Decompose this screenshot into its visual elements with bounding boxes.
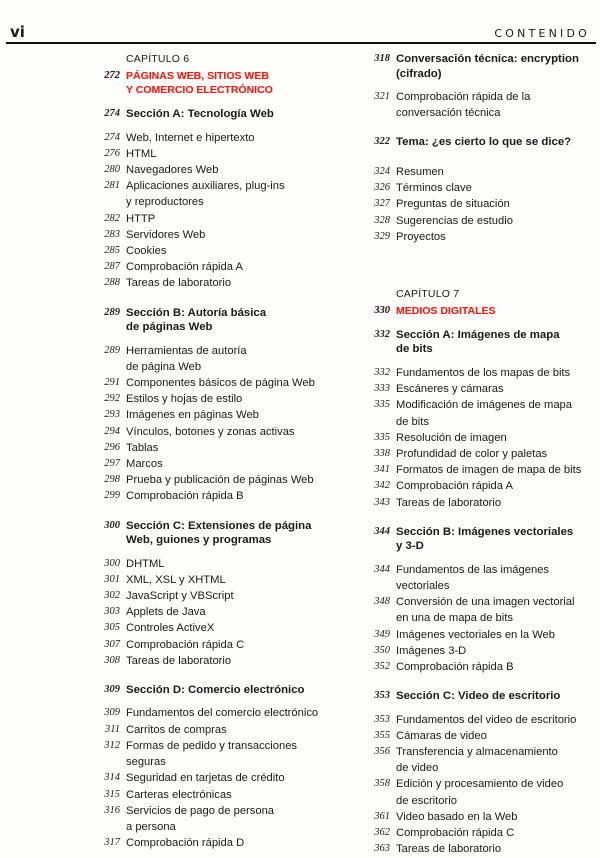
toc-entry bbox=[360, 495, 594, 511]
toc-entry-text: Seguridad en tarjetas de crédito bbox=[126, 772, 285, 785]
toc-page-number: 314 bbox=[104, 772, 120, 784]
toc-entry bbox=[90, 440, 324, 456]
toc-entry-text: Preguntas de situación bbox=[396, 198, 510, 211]
toc-entry bbox=[90, 227, 324, 243]
toc-entry-text: Estilos y hojas de estilo bbox=[126, 393, 243, 406]
toc-entry-text: Sección B: Imágenes vectoriales bbox=[396, 525, 574, 538]
toc-page-number: 326 bbox=[374, 182, 390, 194]
toc-entry-text: Tareas de laboratorio bbox=[396, 843, 502, 856]
toc-entry-text: Aplicaciones auxiliares, plug-ins bbox=[126, 180, 285, 193]
toc-entry bbox=[90, 722, 324, 738]
toc-entry-text: JavaScript y VBScript bbox=[126, 589, 234, 602]
toc-entry-text: Formatos de imagen de mapa de bits bbox=[396, 464, 582, 477]
toc-page-number: 307 bbox=[104, 638, 120, 650]
toc-page-number: 300 bbox=[104, 557, 120, 569]
toc-entry-text: seguras bbox=[126, 756, 166, 769]
toc-entry-text: Fundamentos del video de escritorio bbox=[396, 713, 577, 726]
toc-entry-text: de bits bbox=[396, 415, 429, 428]
toc-entry bbox=[90, 705, 324, 721]
toc-entry-text: Y COMERCIO ELECTRÓNICO bbox=[126, 84, 273, 96]
toc-entry bbox=[360, 446, 594, 462]
toc-entry bbox=[360, 643, 594, 659]
toc-entry bbox=[90, 178, 324, 210]
toc-entry-text: Web, guiones y programas bbox=[126, 534, 272, 547]
toc-page-number: 285 bbox=[104, 244, 120, 256]
toc-page-number: 318 bbox=[374, 53, 390, 64]
toc-page-number: 333 bbox=[374, 383, 390, 395]
toc-entry bbox=[360, 89, 594, 121]
section-heading bbox=[90, 683, 324, 698]
toc-page-number: 324 bbox=[374, 165, 390, 177]
toc-page-number: 303 bbox=[104, 606, 120, 618]
toc-entry bbox=[90, 243, 324, 259]
toc-entry-text: Escáneres y cámaras bbox=[396, 383, 504, 396]
chapter-label: CAPÍTULO 7 bbox=[396, 287, 460, 300]
toc-entry-text: Comprobación rápida C bbox=[126, 638, 245, 651]
toc-entry bbox=[360, 659, 594, 675]
toc-entry bbox=[90, 424, 324, 440]
section-heading bbox=[360, 328, 594, 357]
toc-entry-text: Sugerencias de estudio bbox=[396, 214, 513, 227]
toc-entry-text: Web, Internet e hipertexto bbox=[126, 131, 255, 144]
toc-entry bbox=[90, 259, 324, 275]
toc-page-number: 274 bbox=[104, 108, 120, 119]
toc-entry bbox=[90, 770, 324, 786]
toc-entry-text: Transferencia y almacenamiento bbox=[396, 746, 558, 759]
toc-page-number: 312 bbox=[104, 739, 120, 751]
toc-page-number: 276 bbox=[104, 147, 120, 159]
toc-entry bbox=[360, 825, 594, 841]
toc-page-number: 350 bbox=[374, 644, 390, 656]
toc-entry bbox=[90, 130, 324, 146]
toc-entry-text: PÁGINAS WEB, SITIOS WEB bbox=[126, 70, 269, 82]
toc-page-number: 335 bbox=[374, 399, 390, 411]
toc-entry bbox=[90, 375, 324, 391]
toc-entry-text: Sección D: Comercio electrónico bbox=[126, 683, 305, 696]
toc-page-number: 353 bbox=[374, 713, 390, 725]
toc-page-number: 344 bbox=[374, 525, 390, 537]
toc-entry-text: Componentes básicos de página Web bbox=[126, 376, 315, 389]
toc-entry bbox=[360, 562, 594, 594]
toc-entry-text: Servidores Web bbox=[126, 228, 206, 241]
toc-entry-text: Profundidad de color y paletas bbox=[396, 447, 548, 460]
toc-page-number: 289 bbox=[104, 306, 120, 318]
toc-entry-text: conversación técnica bbox=[396, 107, 501, 120]
toc-page-number: 338 bbox=[374, 447, 390, 459]
toc-page-number: 311 bbox=[105, 723, 120, 735]
toc-entry-text: Comprobación rápida A bbox=[396, 480, 513, 493]
toc-entry bbox=[360, 809, 594, 825]
toc-entry bbox=[90, 275, 324, 291]
toc-entry-text: Comprobación rápida D bbox=[126, 837, 245, 850]
toc-entry-text: Fundamentos de las imágenes bbox=[396, 563, 549, 576]
section-heading bbox=[360, 52, 594, 81]
toc-entry-text: Prueba y publicación de páginas Web bbox=[126, 474, 314, 487]
toc-entry-text: de página Web bbox=[126, 360, 202, 373]
toc-entry bbox=[90, 803, 324, 835]
toc-entry bbox=[360, 381, 594, 397]
toc-entry-text: Fundamentos del comercio electrónico bbox=[126, 707, 319, 720]
toc-entry bbox=[90, 488, 324, 504]
toc-entry bbox=[90, 211, 324, 227]
toc-page-number: 356 bbox=[374, 746, 390, 758]
toc-page-number: 301 bbox=[104, 573, 120, 585]
toc-page-number: 300 bbox=[104, 519, 120, 531]
toc-entry bbox=[90, 472, 324, 488]
toc-entry-text: Resumen bbox=[396, 165, 444, 178]
toc-entry bbox=[360, 728, 594, 744]
chapter-title bbox=[90, 69, 324, 97]
toc-entry-text: Conversación técnica: encryption bbox=[396, 53, 579, 65]
toc-page-number: 296 bbox=[104, 441, 120, 453]
toc-page-number: 327 bbox=[374, 198, 390, 210]
toc-page-number: 328 bbox=[374, 214, 390, 226]
toc-entry bbox=[360, 776, 594, 808]
toc-entry-text: Tema: ¿es cierto lo que se dice? bbox=[396, 136, 572, 149]
section-heading bbox=[360, 135, 594, 150]
toc-entry-text: de páginas Web bbox=[126, 321, 213, 334]
toc-entry-text: Resolución de imagen bbox=[396, 431, 507, 444]
toc-entry bbox=[360, 462, 594, 478]
toc-entry-text: Controles ActiveX bbox=[126, 622, 215, 635]
toc-page-number: 361 bbox=[374, 810, 390, 822]
toc-entry-text: Cámaras de video bbox=[396, 729, 487, 742]
toc-entry-text: Imágenes 3-D bbox=[396, 644, 467, 657]
toc-page-number: 330 bbox=[374, 304, 390, 316]
toc-page-number: 316 bbox=[104, 804, 120, 816]
toc-page-number: 344 bbox=[374, 563, 390, 575]
toc-entry bbox=[90, 572, 324, 588]
section-heading bbox=[90, 306, 324, 335]
toc-entry-text: a persona bbox=[126, 820, 176, 833]
page-number: vi bbox=[10, 23, 25, 41]
page-header bbox=[0, 0, 600, 44]
toc-entry bbox=[360, 397, 594, 429]
toc-page-number: 282 bbox=[104, 212, 120, 224]
toc-entry-text: Sección C: Video de escritorio bbox=[396, 690, 561, 703]
toc-entry-text: Imágenes vectoriales en la Web bbox=[396, 628, 555, 641]
toc-page-number: 309 bbox=[104, 683, 120, 695]
toc-entry-text: Modificación de imágenes de mapa bbox=[396, 399, 572, 412]
toc-entry-text: Comprobación rápida de la bbox=[396, 91, 531, 103]
toc-entry-text: Carritos de compras bbox=[126, 723, 227, 736]
toc-page-number: 317 bbox=[104, 837, 120, 849]
toc-entry bbox=[90, 407, 324, 423]
toc-entry-text: Tablas bbox=[126, 441, 159, 454]
toc-entry-text: Tareas de laboratorio bbox=[396, 496, 502, 509]
toc-entry-text: Vínculos, botones y zonas activas bbox=[126, 425, 295, 438]
toc-entry-text: Sección A: Tecnología Web bbox=[126, 108, 274, 120]
toc-page-number: 291 bbox=[104, 376, 120, 388]
toc-entry bbox=[90, 738, 324, 770]
toc-entry-text: Fundamentos de los mapas de bits bbox=[396, 366, 571, 379]
toc-entry-text: Sección A: Imágenes de mapa bbox=[396, 328, 560, 341]
section-heading bbox=[90, 107, 324, 122]
toc-entry-text: DHTML bbox=[126, 557, 165, 570]
toc-page-number: 355 bbox=[374, 729, 390, 741]
toc-entry-text: Conversión de una imagen vectorial bbox=[396, 596, 575, 609]
toc-entry bbox=[90, 653, 324, 669]
toc-page-number: 308 bbox=[104, 654, 120, 666]
toc-entry bbox=[360, 744, 594, 776]
toc-entry bbox=[90, 588, 324, 604]
toc-entry bbox=[90, 343, 324, 375]
toc-entry-text: vectoriales bbox=[396, 579, 450, 592]
toc-entry-text: de bits bbox=[396, 343, 433, 356]
toc-page-number: 349 bbox=[374, 628, 390, 640]
toc-column-right bbox=[360, 52, 594, 858]
toc-page-number: 358 bbox=[374, 778, 390, 790]
toc-entry bbox=[360, 712, 594, 728]
toc-entry bbox=[360, 164, 594, 180]
toc-entry bbox=[360, 841, 594, 857]
toc-column-left bbox=[90, 52, 324, 851]
toc-entry bbox=[90, 620, 324, 636]
toc-page-number: 363 bbox=[374, 843, 390, 855]
toc-page-number: 283 bbox=[104, 228, 120, 240]
toc-entry bbox=[90, 787, 324, 803]
toc-entry-text: de video bbox=[396, 762, 439, 775]
toc-entry-text: Edición y procesamiento de video bbox=[396, 778, 564, 791]
toc-page-number: 274 bbox=[104, 131, 120, 143]
toc-entry-text: Tareas de laboratorio bbox=[126, 654, 232, 667]
toc-page-number: 353 bbox=[374, 690, 390, 702]
toc-entry bbox=[90, 456, 324, 472]
section-heading bbox=[360, 689, 594, 704]
toc-entry-text: y reproductores bbox=[126, 196, 204, 209]
toc-page-number: 281 bbox=[104, 180, 120, 192]
toc-page-number: 335 bbox=[374, 431, 390, 443]
toc-entry-text: Proyectos bbox=[396, 230, 446, 243]
toc-entry bbox=[90, 391, 324, 407]
toc-entry-text: Video basado en la Web bbox=[396, 810, 518, 823]
toc-page-number: 321 bbox=[374, 91, 390, 102]
toc-page-number: 288 bbox=[104, 277, 120, 289]
toc-page-number: 289 bbox=[104, 344, 120, 356]
toc-entry-text: XML, XSL y XHTML bbox=[126, 573, 226, 586]
toc-entry-text: Herramientas de autoría bbox=[126, 344, 247, 357]
toc-entry bbox=[360, 478, 594, 494]
toc-page-number: 294 bbox=[104, 425, 120, 437]
toc-page-number: 332 bbox=[374, 366, 390, 378]
toc-page-number: 362 bbox=[374, 827, 390, 839]
toc-page-number: 292 bbox=[104, 393, 120, 405]
toc-entry bbox=[90, 637, 324, 653]
toc-page-number: 352 bbox=[374, 660, 390, 672]
toc-entry-text: Comprobación rápida B bbox=[126, 490, 244, 503]
toc-page-number: 329 bbox=[374, 230, 390, 242]
toc-page-number: 309 bbox=[104, 707, 120, 719]
toc-page-number: 315 bbox=[104, 788, 120, 800]
toc-page-number: 348 bbox=[374, 596, 390, 608]
chapter-title bbox=[360, 304, 594, 318]
toc-entry-text: Comprobación rápida B bbox=[396, 660, 514, 673]
toc-page-number: 343 bbox=[374, 496, 390, 508]
toc-page-number: 293 bbox=[104, 409, 120, 421]
chapter-label: CAPÍTULO 6 bbox=[126, 53, 190, 65]
toc-entry bbox=[90, 162, 324, 178]
toc-entry-text: Términos clave bbox=[396, 182, 472, 195]
toc-entry bbox=[90, 556, 324, 572]
toc-entry bbox=[90, 835, 324, 851]
toc-page-number: 302 bbox=[104, 589, 120, 601]
toc-page-number: 287 bbox=[104, 261, 120, 273]
section-heading bbox=[90, 519, 324, 548]
toc-entry-text: Marcos bbox=[126, 457, 163, 470]
toc-entry-text: en una de mapa de bits bbox=[396, 612, 513, 625]
toc-entry-text: HTTP bbox=[126, 212, 156, 225]
toc-page-number: 280 bbox=[104, 163, 120, 175]
toc-entry bbox=[90, 604, 324, 620]
toc-entry-text: Imágenes en páginas Web bbox=[126, 409, 259, 422]
toc-entry-text: Comprobación rápida A bbox=[126, 261, 243, 274]
toc-page-number: 298 bbox=[104, 474, 120, 486]
toc-entry bbox=[360, 196, 594, 212]
toc-page-number: 299 bbox=[104, 490, 120, 502]
toc-entry-text: HTML bbox=[126, 147, 157, 160]
toc-entry bbox=[360, 594, 594, 626]
toc-page-number: 272 bbox=[104, 70, 120, 81]
toc-entry-text: (cifrado) bbox=[396, 67, 442, 80]
header-rule bbox=[6, 42, 596, 44]
toc-page-number: 322 bbox=[374, 136, 390, 148]
toc-entry-text: Comprobación rápida C bbox=[396, 827, 515, 840]
toc-page-number: 342 bbox=[374, 480, 390, 492]
toc-entry bbox=[360, 229, 594, 245]
toc-entry-text: Applets de Java bbox=[126, 606, 206, 619]
toc-entry-text: Sección B: Autoría básica bbox=[126, 306, 267, 319]
toc-entry bbox=[360, 627, 594, 643]
section-heading bbox=[360, 525, 594, 554]
toc-entry-text: de escritorio bbox=[396, 794, 457, 807]
toc-entry bbox=[360, 365, 594, 381]
toc-page-number: 341 bbox=[374, 464, 390, 476]
toc-entry-text: Formas de pedido y transacciones bbox=[126, 739, 298, 752]
toc-entry-text: Carteras electrónicas bbox=[126, 788, 232, 801]
toc-page-number: 297 bbox=[104, 457, 120, 469]
toc-entry-text: y 3-D bbox=[396, 540, 424, 553]
toc-entry bbox=[360, 430, 594, 446]
toc-entry-text: Navegadores Web bbox=[126, 163, 219, 176]
toc-entry bbox=[360, 180, 594, 196]
toc-entry-text: Sección C: Extensiones de página bbox=[126, 519, 312, 532]
toc-entry bbox=[360, 213, 594, 229]
toc-entry bbox=[90, 146, 324, 162]
toc-page-number: 305 bbox=[104, 622, 120, 634]
toc-entry-text: Tareas de laboratorio bbox=[126, 277, 232, 290]
toc-entry-text: Cookies bbox=[126, 244, 167, 257]
toc-entry-text: MEDIOS DIGITALES bbox=[396, 304, 496, 317]
running-head: CONTENIDO bbox=[494, 27, 590, 40]
toc-entry-text: Servicios de pago de persona bbox=[126, 804, 275, 817]
toc-page-number: 332 bbox=[374, 328, 390, 340]
